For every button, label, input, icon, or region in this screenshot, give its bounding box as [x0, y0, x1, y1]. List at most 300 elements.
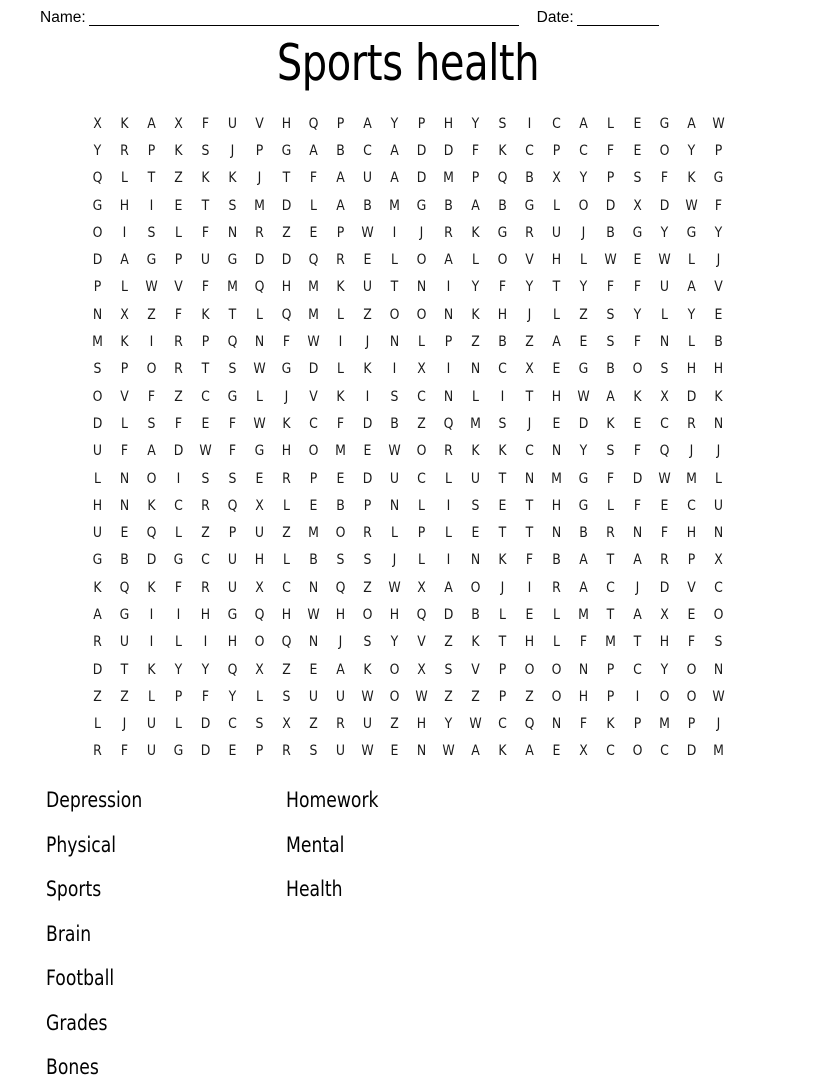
grid-cell[interactable]: Q [281, 634, 292, 651]
grid-cell[interactable]: S [228, 361, 237, 378]
grid-cell[interactable]: L [445, 525, 452, 542]
date-write-line[interactable] [577, 11, 659, 26]
grid-cell[interactable]: Y [390, 115, 399, 132]
grid-cell[interactable]: R [120, 142, 129, 159]
grid-cell[interactable]: E [309, 661, 318, 678]
grid-cell[interactable]: D [281, 197, 292, 214]
grid-cell[interactable]: C [525, 142, 534, 159]
grid-cell[interactable]: X [255, 579, 264, 596]
grid-cell[interactable]: U [470, 470, 481, 487]
grid-cell[interactable]: H [551, 497, 562, 514]
grid-cell[interactable]: L [121, 415, 128, 432]
grid-cell[interactable]: I [122, 224, 127, 241]
grid-cell[interactable]: V [525, 252, 534, 269]
grid-cell[interactable]: P [174, 252, 183, 269]
grid-cell[interactable]: U [119, 634, 130, 651]
grid-cell[interactable]: P [255, 142, 264, 159]
grid-cell[interactable]: K [282, 415, 291, 432]
grid-cell[interactable]: G [416, 197, 427, 214]
grid-cell[interactable]: U [254, 525, 265, 542]
grid-cell[interactable]: J [716, 252, 721, 269]
grid-cell[interactable]: U [92, 443, 103, 460]
grid-cell[interactable]: M [308, 279, 319, 296]
grid-cell[interactable]: U [362, 170, 373, 187]
grid-cell[interactable]: S [255, 716, 264, 733]
grid-cell[interactable]: B [498, 197, 507, 214]
grid-cell[interactable]: B [525, 170, 534, 187]
grid-cell[interactable]: X [525, 361, 534, 378]
grid-cell[interactable]: W [415, 688, 428, 705]
grid-cell[interactable]: I [176, 470, 181, 487]
grid-cell[interactable]: Z [174, 388, 183, 405]
grid-cell[interactable]: W [388, 443, 401, 460]
grid-cell[interactable]: N [308, 579, 319, 596]
grid-cell[interactable]: S [228, 470, 237, 487]
grid-cell[interactable]: S [282, 688, 291, 705]
grid-cell[interactable]: F [633, 334, 642, 351]
grid-cell[interactable]: I [176, 606, 181, 623]
grid-cell[interactable]: X [174, 115, 183, 132]
word-list-item[interactable]: Physical [46, 832, 117, 857]
grid-cell[interactable]: I [527, 579, 532, 596]
grid-cell[interactable]: E [525, 606, 534, 623]
grid-cell[interactable]: P [687, 552, 696, 569]
grid-cell[interactable]: P [714, 142, 723, 159]
grid-cell[interactable]: I [446, 279, 451, 296]
grid-cell[interactable]: S [390, 388, 399, 405]
grid-cell[interactable]: H [281, 279, 292, 296]
grid-cell[interactable]: U [551, 224, 562, 241]
grid-cell[interactable]: Y [201, 661, 210, 678]
grid-cell[interactable]: F [120, 443, 129, 460]
grid-cell[interactable]: H [416, 716, 427, 733]
grid-cell[interactable]: Y [579, 170, 588, 187]
grid-cell[interactable]: F [498, 279, 507, 296]
grid-cell[interactable]: H [281, 115, 292, 132]
grid-cell[interactable]: L [175, 634, 182, 651]
grid-cell[interactable]: M [551, 470, 562, 487]
grid-cell[interactable]: E [309, 497, 318, 514]
grid-cell[interactable]: U [146, 716, 157, 733]
grid-cell[interactable]: D [362, 470, 373, 487]
grid-cell[interactable]: M [389, 197, 400, 214]
grid-cell[interactable]: Z [525, 334, 534, 351]
grid-cell[interactable]: I [149, 197, 154, 214]
grid-cell[interactable]: S [147, 415, 156, 432]
grid-cell[interactable]: Z [417, 415, 426, 432]
grid-cell[interactable]: D [686, 743, 697, 760]
grid-cell[interactable]: H [497, 306, 508, 323]
grid-cell[interactable]: C [606, 743, 615, 760]
grid-cell[interactable]: R [660, 552, 669, 569]
grid-cell[interactable]: G [173, 743, 184, 760]
grid-cell[interactable]: R [174, 361, 183, 378]
grid-cell[interactable]: A [606, 388, 615, 405]
grid-cell[interactable]: Y [174, 661, 183, 678]
grid-cell[interactable]: J [689, 443, 694, 460]
grid-cell[interactable]: C [687, 497, 696, 514]
grid-cell[interactable]: K [174, 142, 183, 159]
grid-cell[interactable]: X [417, 579, 426, 596]
grid-cell[interactable]: Y [579, 279, 588, 296]
grid-cell[interactable]: P [174, 688, 183, 705]
grid-cell[interactable]: T [606, 552, 615, 569]
grid-cell[interactable]: K [336, 279, 345, 296]
grid-cell[interactable]: J [338, 634, 343, 651]
grid-cell[interactable]: F [147, 388, 156, 405]
grid-cell[interactable]: L [688, 252, 695, 269]
grid-cell[interactable]: I [527, 115, 532, 132]
grid-cell[interactable]: L [283, 552, 290, 569]
word-list-item[interactable]: Mental [286, 832, 345, 857]
word-list-item[interactable]: Homework [286, 788, 379, 812]
grid-cell[interactable]: L [121, 279, 128, 296]
grid-cell[interactable]: K [147, 661, 156, 678]
grid-cell[interactable]: T [525, 497, 534, 514]
grid-cell[interactable]: Q [254, 279, 265, 296]
grid-cell[interactable]: I [446, 552, 451, 569]
grid-cell[interactable]: Y [714, 224, 723, 241]
grid-cell[interactable]: W [361, 688, 374, 705]
grid-cell[interactable]: I [392, 224, 397, 241]
grid-cell[interactable]: D [92, 252, 103, 269]
grid-cell[interactable]: L [445, 470, 452, 487]
grid-cell[interactable]: E [498, 497, 507, 514]
grid-cell[interactable]: A [93, 606, 102, 623]
grid-cell[interactable]: K [147, 579, 156, 596]
grid-cell[interactable]: Z [390, 716, 399, 733]
grid-cell[interactable]: V [120, 388, 129, 405]
grid-cell[interactable]: N [308, 634, 319, 651]
grid-cell[interactable]: X [120, 306, 129, 323]
grid-cell[interactable]: K [498, 142, 507, 159]
grid-cell[interactable]: B [714, 334, 723, 351]
grid-cell[interactable]: W [658, 470, 671, 487]
grid-cell[interactable]: F [633, 443, 642, 460]
grid-cell[interactable]: L [337, 361, 344, 378]
grid-cell[interactable]: P [552, 142, 561, 159]
grid-cell[interactable]: E [255, 470, 264, 487]
grid-cell[interactable]: T [498, 470, 507, 487]
grid-cell[interactable]: E [660, 497, 669, 514]
grid-cell[interactable]: L [256, 306, 263, 323]
grid-cell[interactable]: C [660, 743, 669, 760]
grid-cell[interactable]: Q [443, 415, 454, 432]
grid-cell[interactable]: K [363, 361, 372, 378]
grid-cell[interactable]: O [578, 197, 589, 214]
grid-cell[interactable]: S [336, 552, 345, 569]
grid-cell[interactable]: R [255, 224, 264, 241]
grid-cell[interactable]: G [281, 142, 292, 159]
grid-cell[interactable]: C [633, 661, 642, 678]
grid-cell[interactable]: O [551, 661, 562, 678]
grid-cell[interactable]: C [579, 142, 588, 159]
grid-cell[interactable]: B [606, 361, 615, 378]
grid-cell[interactable]: S [363, 634, 372, 651]
grid-cell[interactable]: E [714, 306, 723, 323]
grid-cell[interactable]: J [716, 443, 721, 460]
grid-cell[interactable]: L [418, 497, 425, 514]
grid-cell[interactable]: L [715, 470, 722, 487]
grid-cell[interactable]: B [390, 415, 399, 432]
grid-cell[interactable]: C [228, 716, 237, 733]
grid-cell[interactable]: W [253, 361, 266, 378]
grid-cell[interactable]: T [606, 606, 615, 623]
word-list-item[interactable]: Grades [46, 1010, 108, 1035]
grid-cell[interactable]: D [416, 170, 427, 187]
grid-cell[interactable]: G [713, 170, 724, 187]
grid-cell[interactable]: T [552, 279, 561, 296]
grid-cell[interactable]: D [443, 606, 454, 623]
grid-cell[interactable]: S [309, 743, 318, 760]
grid-cell[interactable]: G [227, 606, 238, 623]
grid-cell[interactable]: H [119, 197, 130, 214]
grid-cell[interactable]: Y [660, 661, 669, 678]
grid-cell[interactable]: S [714, 634, 723, 651]
grid-cell[interactable]: L [337, 306, 344, 323]
grid-cell[interactable]: K [714, 388, 723, 405]
grid-cell[interactable]: N [416, 279, 427, 296]
grid-cell[interactable]: N [119, 470, 130, 487]
grid-cell[interactable]: X [660, 388, 669, 405]
grid-cell[interactable]: C [417, 470, 426, 487]
grid-cell[interactable]: L [553, 634, 560, 651]
grid-cell[interactable]: E [174, 197, 183, 214]
grid-cell[interactable]: G [524, 197, 535, 214]
grid-cell[interactable]: L [391, 525, 398, 542]
grid-cell[interactable]: C [498, 716, 507, 733]
grid-cell[interactable]: P [471, 170, 480, 187]
word-list-item[interactable]: Bones [46, 1055, 99, 1079]
grid-cell[interactable]: O [686, 661, 697, 678]
grid-cell[interactable]: C [714, 579, 723, 596]
grid-cell[interactable]: L [175, 716, 182, 733]
grid-cell[interactable]: Y [471, 115, 480, 132]
word-list-item[interactable]: Sports [46, 877, 102, 901]
grid-cell[interactable]: K [120, 334, 129, 351]
grid-cell[interactable]: D [632, 470, 643, 487]
grid-cell[interactable]: K [336, 388, 345, 405]
grid-cell[interactable]: W [199, 443, 212, 460]
grid-cell[interactable]: M [605, 634, 616, 651]
grid-cell[interactable]: Q [227, 497, 238, 514]
grid-cell[interactable]: H [200, 606, 211, 623]
grid-cell[interactable]: M [254, 197, 265, 214]
grid-cell[interactable]: J [392, 552, 397, 569]
grid-cell[interactable]: T [282, 170, 291, 187]
grid-cell[interactable]: A [444, 252, 453, 269]
grid-cell[interactable]: F [660, 170, 669, 187]
grid-cell[interactable]: F [633, 497, 642, 514]
grid-cell[interactable]: G [173, 552, 184, 569]
grid-cell[interactable]: Z [282, 661, 291, 678]
grid-cell[interactable]: N [551, 443, 562, 460]
grid-cell[interactable]: K [147, 497, 156, 514]
grid-cell[interactable]: O [659, 142, 670, 159]
grid-cell[interactable]: K [201, 306, 210, 323]
grid-cell[interactable]: N [713, 415, 724, 432]
grid-cell[interactable]: H [686, 525, 697, 542]
grid-cell[interactable]: Y [687, 306, 696, 323]
grid-cell[interactable]: O [92, 388, 103, 405]
grid-cell[interactable]: T [120, 661, 129, 678]
grid-cell[interactable]: N [119, 497, 130, 514]
grid-cell[interactable]: X [660, 606, 669, 623]
grid-cell[interactable]: L [661, 306, 668, 323]
grid-cell[interactable]: E [471, 525, 480, 542]
grid-cell[interactable]: N [92, 306, 103, 323]
grid-cell[interactable]: E [552, 361, 561, 378]
grid-cell[interactable]: J [419, 224, 424, 241]
grid-cell[interactable]: B [336, 497, 345, 514]
grid-cell[interactable]: A [363, 115, 372, 132]
grid-cell[interactable]: E [552, 415, 561, 432]
grid-cell[interactable]: D [578, 415, 589, 432]
grid-cell[interactable]: C [363, 142, 372, 159]
grid-cell[interactable]: P [336, 224, 345, 241]
grid-cell[interactable]: A [120, 252, 129, 269]
grid-cell[interactable]: Y [390, 634, 399, 651]
grid-cell[interactable]: N [659, 334, 670, 351]
grid-cell[interactable]: W [658, 252, 671, 269]
grid-cell[interactable]: J [527, 415, 532, 432]
grid-cell[interactable]: U [308, 688, 319, 705]
grid-cell[interactable]: X [255, 497, 264, 514]
grid-cell[interactable]: H [551, 252, 562, 269]
grid-cell[interactable]: I [338, 334, 343, 351]
grid-cell[interactable]: O [659, 688, 670, 705]
grid-cell[interactable]: U [227, 115, 238, 132]
grid-cell[interactable]: A [633, 606, 642, 623]
grid-cell[interactable]: Q [146, 525, 157, 542]
grid-cell[interactable]: F [174, 415, 183, 432]
grid-cell[interactable]: P [309, 470, 318, 487]
grid-cell[interactable]: S [93, 361, 102, 378]
grid-cell[interactable]: P [444, 334, 453, 351]
grid-cell[interactable]: N [443, 388, 454, 405]
grid-cell[interactable]: Q [92, 170, 103, 187]
grid-cell[interactable]: X [552, 170, 561, 187]
grid-cell[interactable]: P [498, 688, 507, 705]
grid-cell[interactable]: U [227, 552, 238, 569]
grid-cell[interactable]: I [149, 634, 154, 651]
grid-cell[interactable]: A [471, 197, 480, 214]
grid-cell[interactable]: F [228, 415, 237, 432]
grid-cell[interactable]: W [307, 606, 320, 623]
grid-cell[interactable]: F [714, 197, 723, 214]
grid-cell[interactable]: B [498, 334, 507, 351]
grid-cell[interactable]: Z [174, 170, 183, 187]
grid-cell[interactable]: I [149, 334, 154, 351]
grid-cell[interactable]: D [659, 197, 670, 214]
grid-cell[interactable]: L [310, 197, 317, 214]
grid-cell[interactable]: V [174, 279, 183, 296]
grid-cell[interactable]: K [687, 170, 696, 187]
grid-cell[interactable]: O [92, 224, 103, 241]
grid-cell[interactable]: A [336, 170, 345, 187]
grid-cell[interactable]: W [307, 334, 320, 351]
grid-cell[interactable]: J [230, 142, 235, 159]
grid-cell[interactable]: N [551, 525, 562, 542]
grid-cell[interactable]: A [579, 115, 588, 132]
grid-cell[interactable]: E [201, 415, 210, 432]
grid-cell[interactable]: J [365, 334, 370, 351]
grid-cell[interactable]: R [525, 224, 534, 241]
grid-cell[interactable]: L [175, 525, 182, 542]
grid-cell[interactable]: Y [687, 142, 696, 159]
grid-cell[interactable]: N [470, 552, 481, 569]
grid-cell[interactable]: H [92, 497, 103, 514]
grid-cell[interactable]: K [606, 415, 615, 432]
grid-cell[interactable]: U [362, 716, 373, 733]
grid-cell[interactable]: J [122, 716, 127, 733]
grid-cell[interactable]: R [336, 252, 345, 269]
grid-cell[interactable]: C [660, 415, 669, 432]
grid-cell[interactable]: Q [227, 334, 238, 351]
grid-cell[interactable]: C [552, 115, 561, 132]
grid-cell[interactable]: L [499, 606, 506, 623]
grid-cell[interactable]: E [336, 470, 345, 487]
grid-cell[interactable]: M [92, 334, 103, 351]
grid-cell[interactable]: O [686, 688, 697, 705]
grid-cell[interactable]: Z [309, 716, 318, 733]
grid-cell[interactable]: C [606, 579, 615, 596]
grid-cell[interactable]: L [121, 170, 128, 187]
grid-cell[interactable]: A [309, 142, 318, 159]
grid-cell[interactable]: R [687, 415, 696, 432]
grid-cell[interactable]: R [444, 224, 453, 241]
grid-cell[interactable]: A [390, 170, 399, 187]
grid-cell[interactable]: M [227, 279, 238, 296]
grid-cell[interactable]: R [444, 443, 453, 460]
grid-cell[interactable]: W [469, 716, 482, 733]
grid-cell[interactable]: S [606, 334, 615, 351]
grid-cell[interactable]: O [389, 688, 400, 705]
grid-cell[interactable]: Q [308, 115, 319, 132]
grid-cell[interactable]: B [579, 525, 588, 542]
grid-cell[interactable]: U [389, 470, 400, 487]
grid-cell[interactable]: D [605, 197, 616, 214]
grid-cell[interactable]: Y [660, 224, 669, 241]
grid-cell[interactable]: S [633, 170, 642, 187]
grid-cell[interactable]: X [633, 197, 642, 214]
grid-cell[interactable]: N [713, 525, 724, 542]
grid-cell[interactable]: T [201, 361, 210, 378]
grid-cell[interactable]: L [553, 306, 560, 323]
grid-cell[interactable]: D [146, 552, 157, 569]
grid-cell[interactable]: W [685, 197, 698, 214]
grid-cell[interactable]: Q [659, 443, 670, 460]
grid-cell[interactable]: W [361, 224, 374, 241]
grid-cell[interactable]: O [254, 634, 265, 651]
grid-cell[interactable]: P [120, 361, 129, 378]
grid-cell[interactable]: L [472, 252, 479, 269]
grid-cell[interactable]: G [497, 224, 508, 241]
grid-cell[interactable]: Z [147, 306, 156, 323]
grid-cell[interactable]: F [471, 142, 480, 159]
grid-cell[interactable]: U [146, 743, 157, 760]
grid-cell[interactable]: W [604, 252, 617, 269]
word-list-item[interactable]: Football [46, 966, 115, 990]
grid-cell[interactable]: R [552, 579, 561, 596]
grid-cell[interactable]: P [498, 661, 507, 678]
grid-cell[interactable]: E [552, 743, 561, 760]
grid-cell[interactable]: G [146, 252, 157, 269]
grid-cell[interactable]: Y [93, 142, 102, 159]
grid-cell[interactable]: D [200, 716, 211, 733]
grid-cell[interactable]: O [497, 252, 508, 269]
grid-cell[interactable]: S [444, 661, 453, 678]
